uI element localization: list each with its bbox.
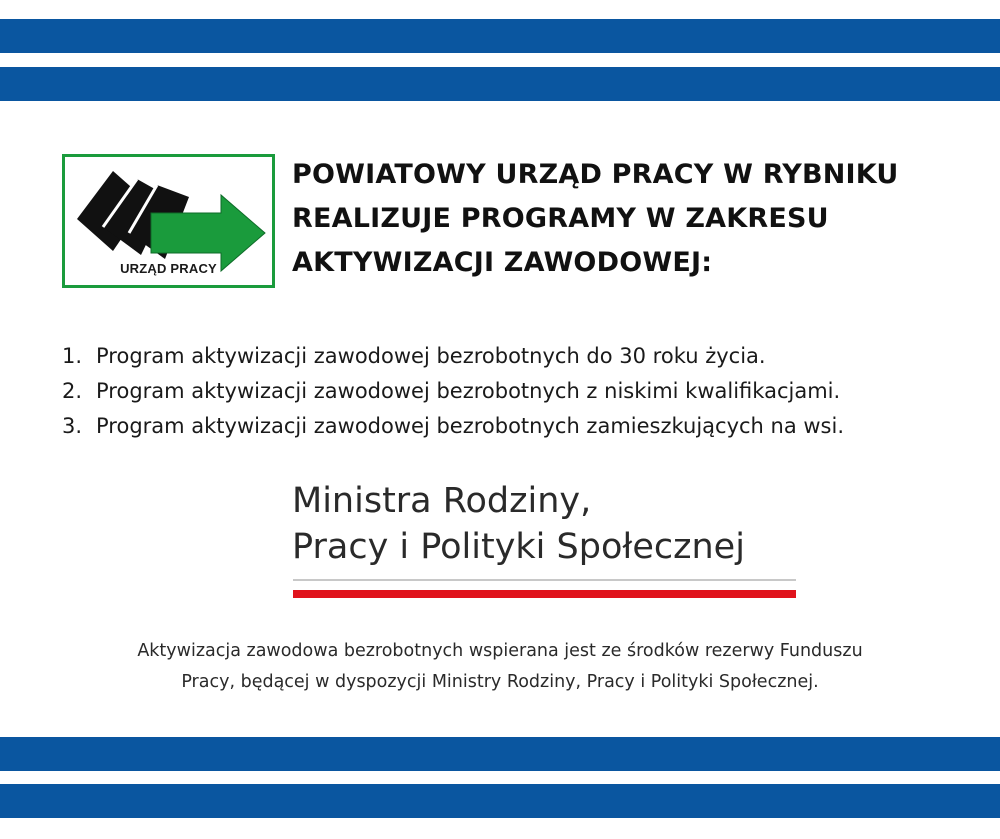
funding-note (40, 636, 960, 698)
top-stripe-1 (0, 19, 1000, 53)
program-list (62, 339, 982, 444)
headline-line-2: REALIZUJE PROGRAMY W ZAKRESU (292, 203, 829, 234)
ministry-line-2: Pracy i Polityki Społecznej (292, 527, 745, 567)
list-item-text: Program aktywizacji zawodowej bezrobotnych z niskimi kwalifikacjami. (96, 379, 841, 403)
list-item (62, 374, 982, 409)
list-item-number: 3. (62, 414, 83, 438)
list-item-text: Program aktywizacji zawodowej bezrobotnych do 30 roku życia. (96, 344, 766, 368)
ministry-line-1: Ministra Rodziny, (292, 481, 592, 521)
funding-line-2: Pracy, będącej w dyspozycji Ministry Rodziny, Pracy i Polityki Społecznej. (181, 672, 819, 692)
bottom-stripe-1 (0, 737, 1000, 771)
urzad-pracy-logo (62, 154, 275, 288)
bottom-stripe-2 (0, 784, 1000, 818)
list-item-text: Program aktywizacji zawodowej bezrobotnych zamieszkujących na wsi. (96, 414, 845, 438)
ministry-red-bar (293, 590, 796, 598)
list-item-number: 1. (62, 344, 83, 368)
list-item (62, 339, 982, 374)
ministry-logo-text (292, 478, 812, 570)
top-stripe-2 (0, 67, 1000, 101)
headline-line-1: POWIATOWY URZĄD PRACY W RYBNIKU (292, 159, 899, 190)
headline-line-3: AKTYWIZACJI ZAWODOWEJ: (292, 247, 713, 278)
page-title (292, 153, 982, 285)
ministry-divider (293, 579, 796, 581)
logo-text: URZĄD PRACY (120, 261, 217, 276)
list-item (62, 409, 982, 444)
list-item-number: 2. (62, 379, 83, 403)
funding-line-1: Aktywizacja zawodowa bezrobotnych wspierana jest ze środków rezerwy Funduszu (137, 641, 863, 661)
